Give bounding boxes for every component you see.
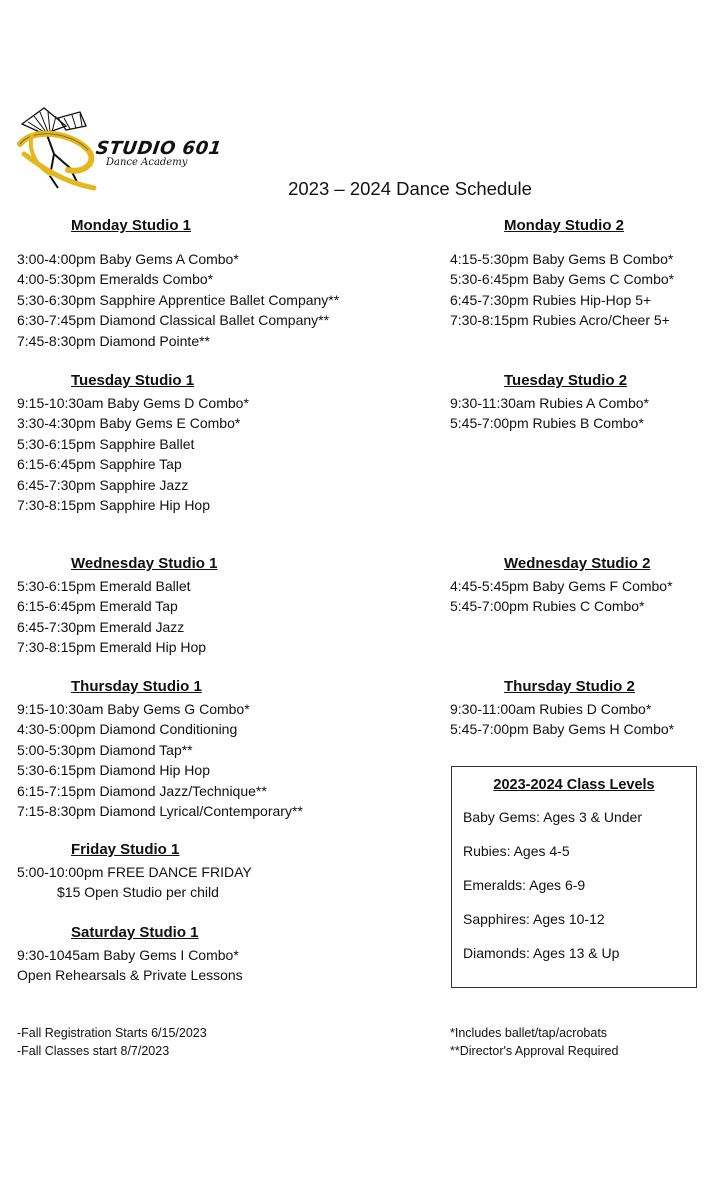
- legend-notes: [450, 1025, 618, 1060]
- thursday-studio-2-list: [450, 699, 674, 740]
- tuesday-studio-2-heading: Tuesday Studio 2: [504, 372, 628, 389]
- class-line: 4:30-5:00pm Diamond Conditioning: [17, 721, 238, 738]
- wednesday-studio-2-heading: Wednesday Studio 2: [504, 555, 651, 572]
- class-line: 9:30-1045am Baby Gems I Combo*: [17, 947, 239, 963]
- class-level: Sapphires: Ages 10-12: [463, 911, 605, 927]
- friday-studio-1-list: [17, 862, 252, 903]
- class-line: 6:15-6:45pm Sapphire Tap: [17, 456, 182, 473]
- class-line: 6:45-7:30pm Emerald Jazz: [17, 618, 185, 635]
- class-line: 9:30-11:30am Rubies A Combo*: [450, 395, 649, 411]
- class-line: 6:15-7:15pm Diamond Jazz/Technique**: [17, 782, 267, 799]
- class-line: 5:45-7:00pm Baby Gems H Combo*: [450, 721, 675, 738]
- logo-subtitle: Dance Academy: [106, 157, 188, 168]
- class-level: Emeralds: Ages 6-9: [463, 877, 586, 893]
- class-line: 7:45-8:30pm Diamond Pointe**: [17, 332, 211, 349]
- wednesday-studio-2-list: [450, 576, 673, 617]
- class-line: 5:30-6:15pm Diamond Hip Hop: [17, 762, 210, 779]
- logo-name: STUDIO 601: [94, 138, 224, 159]
- monday-studio-2-heading: Monday Studio 2: [504, 217, 624, 234]
- class-level: Rubies: Ages 4-5: [463, 843, 570, 859]
- class-line: 5:45-7:00pm Rubies C Combo*: [450, 598, 645, 615]
- monday-studio-2-list: [450, 249, 674, 331]
- logo-text: [96, 138, 222, 168]
- class-line: 7:15-8:30pm Diamond Lyrical/Contemporary**: [17, 803, 303, 820]
- class-line: 4:00-5:30pm Emeralds Combo*: [17, 271, 214, 288]
- note-line: **Director's Approval Required: [450, 1043, 619, 1058]
- registration-notes: [17, 1025, 207, 1060]
- class-line: 7:30-8:15pm Rubies Acro/Cheer 5+: [450, 312, 670, 329]
- class-line: 3:00-4:00pm Baby Gems A Combo*: [17, 251, 239, 267]
- class-line: 4:45-5:45pm Baby Gems F Combo*: [450, 578, 673, 594]
- class-line: 5:30-6:15pm Sapphire Ballet: [17, 435, 195, 452]
- class-line: 5:30-6:15pm Emerald Ballet: [17, 578, 191, 594]
- class-line: 3:30-4:30pm Baby Gems E Combo*: [17, 415, 241, 432]
- class-line: Open Rehearsals & Private Lessons: [17, 967, 243, 984]
- monday-studio-1-list: [17, 249, 339, 351]
- class-line: 5:45-7:00pm Rubies B Combo*: [450, 415, 644, 432]
- class-line: $15 Open Studio per child: [57, 884, 219, 901]
- thursday-studio-2-heading: Thursday Studio 2: [504, 678, 635, 695]
- class-line: 4:15-5:30pm Baby Gems B Combo*: [450, 251, 674, 267]
- thursday-studio-1-list: [17, 699, 303, 821]
- class-line: 6:15-6:45pm Emerald Tap: [17, 598, 178, 615]
- class-line: 5:30-6:30pm Sapphire Apprentice Ballet Company**: [17, 291, 340, 308]
- class-line: 5:00-5:30pm Diamond Tap**: [17, 741, 193, 758]
- saturday-studio-1-list: [17, 945, 243, 986]
- class-line: 9:15-10:30am Baby Gems G Combo*: [17, 701, 250, 717]
- tuesday-studio-1-list: [17, 393, 249, 515]
- class-line: 9:30-11:00am Rubies D Combo*: [450, 701, 652, 717]
- wednesday-studio-1-heading: Wednesday Studio 1: [71, 555, 218, 572]
- note-line: -Fall Registration Starts 6/15/2023: [17, 1026, 207, 1040]
- class-line: 7:30-8:15pm Emerald Hip Hop: [17, 639, 207, 656]
- tuesday-studio-2-list: [450, 393, 649, 434]
- class-line: 5:30-6:45pm Baby Gems C Combo*: [450, 271, 675, 288]
- wednesday-studio-1-list: [17, 576, 206, 658]
- saturday-studio-1-heading: Saturday Studio 1: [71, 924, 199, 941]
- note-line: -Fall Classes start 8/7/2023: [17, 1043, 170, 1058]
- friday-studio-1-heading: Friday Studio 1: [71, 841, 180, 858]
- page-title: 2023 – 2024 Dance Schedule: [288, 178, 532, 199]
- thursday-studio-1-heading: Thursday Studio 1: [71, 678, 202, 695]
- class-level: Diamonds: Ages 13 & Up: [463, 945, 620, 961]
- class-line: 9:15-10:30am Baby Gems D Combo*: [17, 395, 249, 411]
- class-line: 5:00-10:00pm FREE DANCE FRIDAY: [17, 864, 252, 880]
- monday-studio-1-heading: Monday Studio 1: [71, 217, 191, 234]
- class-levels-title: 2023-2024 Class Levels: [493, 777, 655, 793]
- class-line: 7:30-8:15pm Sapphire Hip Hop: [17, 497, 211, 514]
- class-line: 6:45-7:30pm Sapphire Jazz: [17, 476, 189, 493]
- class-line: 6:45-7:30pm Rubies Hip-Hop 5+: [450, 291, 652, 308]
- class-level: Baby Gems: Ages 3 & Under: [463, 809, 642, 825]
- class-line: 6:30-7:45pm Diamond Classical Ballet Company**: [17, 312, 330, 329]
- tuesday-studio-1-heading: Tuesday Studio 1: [71, 372, 195, 389]
- class-levels-box: [451, 766, 697, 988]
- note-line: *Includes ballet/tap/acrobats: [450, 1026, 608, 1040]
